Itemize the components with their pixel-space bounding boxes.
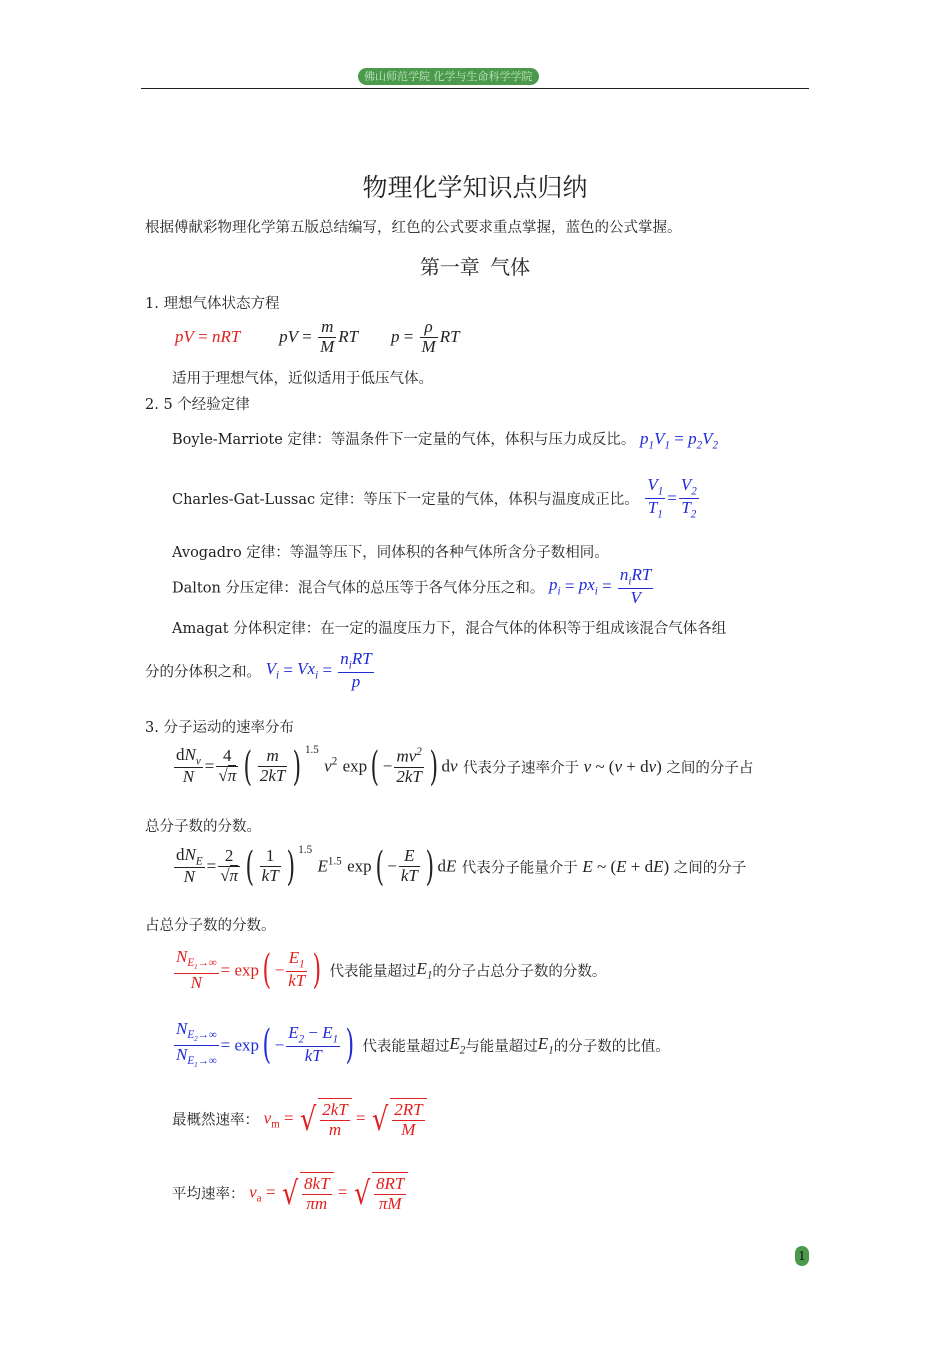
energy-exceed-fraction: $\frac{N_{E_1\to\infty}}{N}$ = exp( − $\frac{E_1}{kT}$ ) 代表能量超过$E_1$的分子占总分子数的分数。 xyxy=(172,948,606,992)
speed-distribution-formula: $\frac{dN_v}{N}$ = $\frac{4}{√\pi}$ ( $\frac{m}{2kT}$ ) $^{1.5}$ $v^2$ exp( − $\frac{mv^2}{2kT}$ ) dv xyxy=(176,743,458,790)
dalton-law xyxy=(172,566,655,607)
energy-ratio-formula: $\frac{N_{E_2\to\infty}}{N_{E_1\to\infty}}$ = exp( − $\frac{E_2 - E_1}{kT}$ ) xyxy=(176,1019,355,1070)
energy-ratio-text3: 的分子数的比值。 xyxy=(553,1039,670,1055)
avogadro-law: Avogadro 定律：等温等压下，同体积的各种气体所含分子数相同。 xyxy=(172,545,609,561)
energy-dist-continuation: 占总分子数的分数。 xyxy=(145,918,276,934)
section-2-heading: 2. 5 个经验定律 xyxy=(145,397,250,413)
boyle-formula: $p_1V_1 = p_2V_2$ xyxy=(640,429,719,452)
amagat-law-line2 xyxy=(145,650,376,691)
chapter-heading: 第一章 气体 xyxy=(419,255,531,279)
dalton-formula: $p_i = px_i$ = $\frac{n_iRT}{V}$ xyxy=(549,565,652,607)
speed-distribution: $\frac{dN_v}{N}$ = $\frac{4}{√\pi}$ ( $\frac{m}{2kT}$ ) $^{1.5}$ $v^2$ exp( − $\frac{mv^2}{2kT}$ ) dv 代表分子速率介于 v ~ (v + dv) 之间的分子占 xyxy=(172,744,753,787)
energy-dist-text2: 之间的分子 xyxy=(673,860,747,877)
charles-law-text: Charles-Gat-Lussac 定律：等压下一定量的气体，体积与温度成正比。 xyxy=(172,492,639,509)
intro-text: 根据傅献彩物理化学第五版总结编写，红色的公式要求重点掌握，蓝色的公式掌握。 xyxy=(145,220,682,236)
energy-ratio-text: 代表能量超过 xyxy=(362,1039,450,1055)
section-3-heading: 3. 分子运动的速率分布 xyxy=(145,720,294,736)
speed-dist-text: 代表分子速率介于 xyxy=(462,760,579,777)
energy-exceed-formula: $\frac{N_{E_1\to\infty}}{N}$ = exp( − $\frac{E_1}{kT}$ ) xyxy=(176,947,322,994)
most-probable-speed xyxy=(172,1098,427,1139)
header-badge: 佛山师范学院 化学与生命科学学院 xyxy=(358,68,539,85)
speed-dist-continuation: 总分子数的分数。 xyxy=(145,819,261,835)
section-1-heading: 1. 理想气体状态方程 xyxy=(145,296,280,312)
charles-formula: $\frac{V_1}{T_1}$ = $\frac{V_2}{T_2}$ xyxy=(647,475,697,520)
vm-label: 最概然速率： xyxy=(172,1112,259,1129)
va-label: 平均速率： xyxy=(172,1186,245,1203)
energy-exceed-text: 代表能量超过 xyxy=(329,964,417,981)
energy-distribution: $\frac{dN_E}{N}$ = $\frac{2}{√\pi}$ ( $\frac{1}{kT}$ ) $^{1.5}$ $E^{1.5}$ exp( − $\frac{E}{kT}$ ) dE 代表分子能量介于 E ~ (E + dE) 之间的分子 xyxy=(172,844,746,887)
charles-law xyxy=(172,476,701,520)
amagat-law-text: 分的分体积之和。 xyxy=(145,664,261,681)
speed-dist-text2: 之间的分子占 xyxy=(666,760,754,777)
va-formula: $v_a$ = √ $\frac{8kT}{\pi m}$ = √ $\frac{8RT}{\pi M}$ xyxy=(249,1182,408,1202)
energy-ratio: $\frac{N_{E_2\to\infty}}{N_{E_1\to\infty}}$ = exp( − $\frac{E_2 - E_1}{kT}$ ) 代表能量超过$E_2$与能量超过$E_1$的分子数的比值。 xyxy=(172,1020,670,1070)
vm-formula: $v_m$ = √ $\frac{2kT}{m}$ = √ $\frac{2RT}{M}$ xyxy=(264,1108,427,1128)
energy-dist-text: 代表分子能量介于 xyxy=(461,860,578,877)
amagat-formula: $V_i = Vx_i$ = $\frac{n_iRT}{p}$ xyxy=(265,649,372,691)
header-rule xyxy=(141,88,809,89)
dalton-law-text: Dalton 分压定律：混合气体的总压等于各气体分压之和。 xyxy=(172,580,545,597)
energy-ratio-text2: 与能量超过 xyxy=(465,1039,538,1055)
ideal-gas-equations: pV = nRT pV = $\frac{m}{M}$ RT p = $\frac{\rho}{M}$ RT xyxy=(175,317,460,356)
boyle-law xyxy=(172,428,718,451)
amagat-law-line1: Amagat 分体积定律：在一定的温度压力下，混合气体的体积等于组成该混合气体各组 xyxy=(172,621,727,637)
section-1-note: 适用于理想气体，近似适用于低压气体。 xyxy=(172,371,433,387)
average-speed xyxy=(172,1172,408,1213)
boyle-law-text: Boyle-Marriote 定律：等温条件下一定量的气体，体积与压力成反比。 xyxy=(172,432,636,448)
page-title: 物理化学知识点归纳 xyxy=(362,173,588,202)
energy-exceed-text2: 的分子占总分子数的分数。 xyxy=(432,964,607,981)
energy-distribution-formula: $\frac{dN_E}{N}$ = $\frac{2}{√\pi}$ ( $\frac{1}{kT}$ ) $^{1.5}$ $E^{1.5}$ exp( − $\frac{E}{kT}$ ) dE xyxy=(176,843,457,890)
page-number: 1 xyxy=(795,1246,809,1266)
